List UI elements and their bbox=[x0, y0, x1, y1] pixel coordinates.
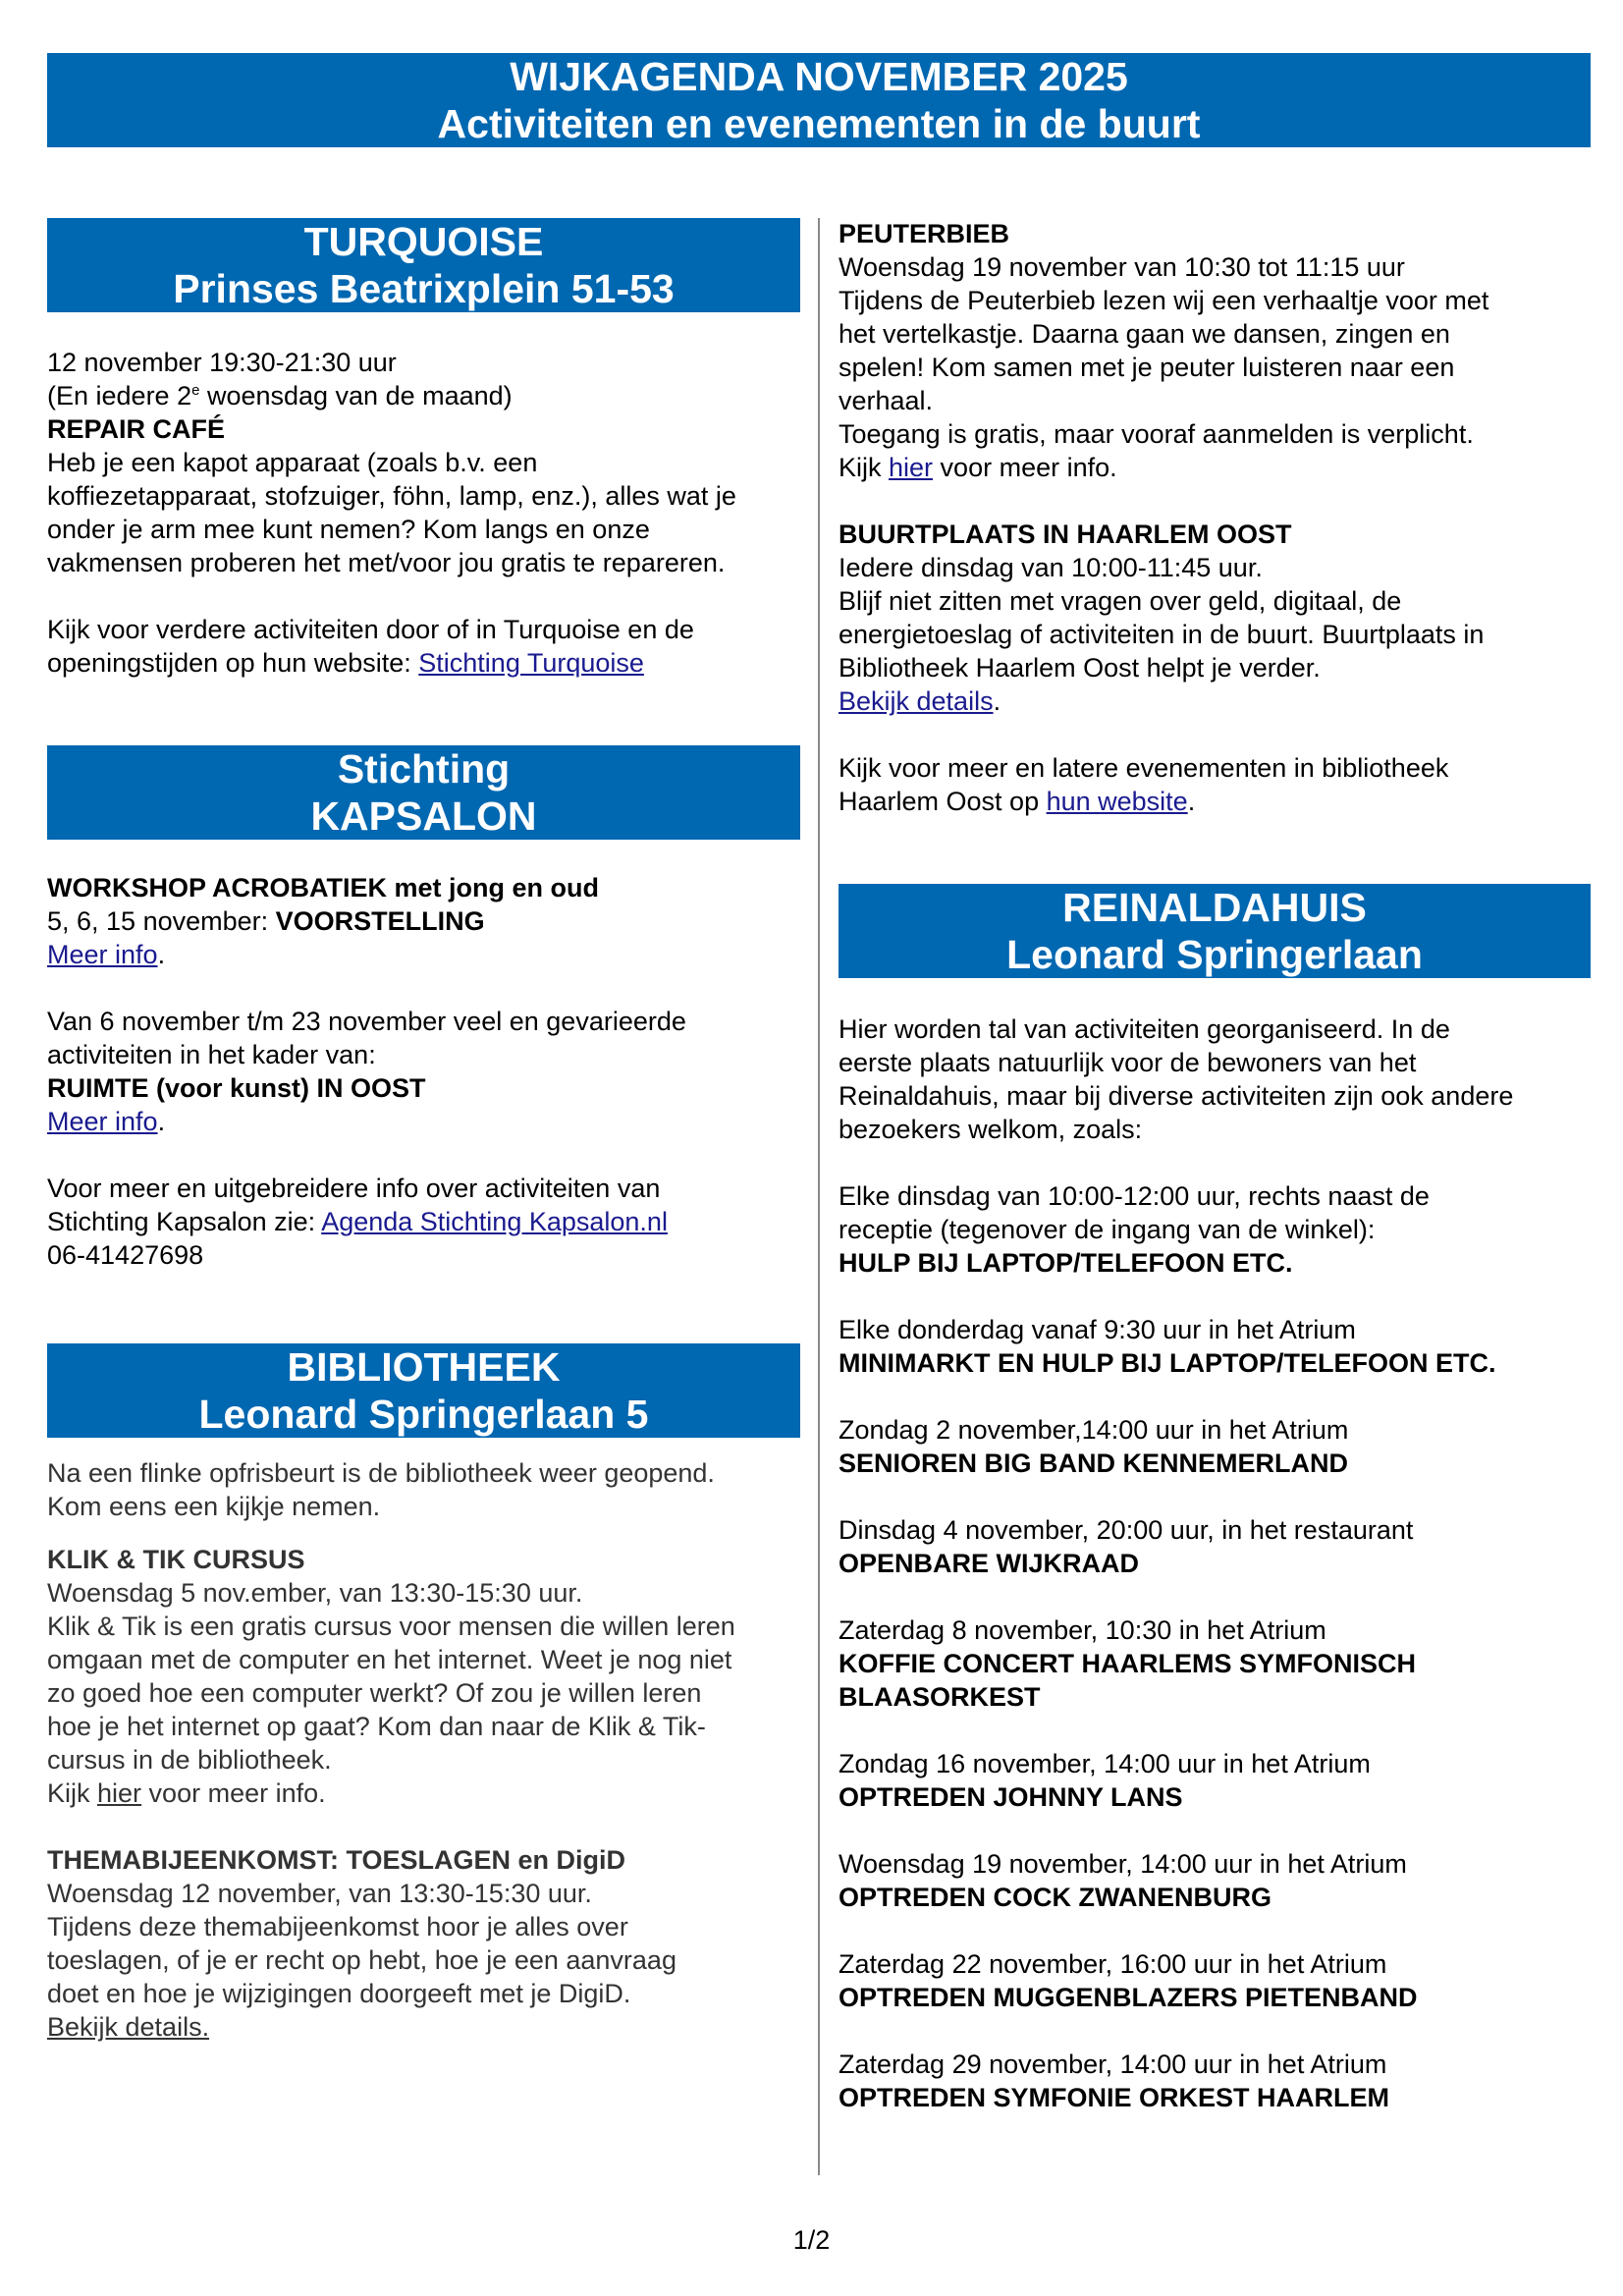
text: Woensdag 19 november, 14:00 uur in het Atrium bbox=[839, 1849, 1407, 1879]
text-line bbox=[839, 1213, 1591, 1246]
text: koffiezetapparaat, stofzuiger, föhn, lamp, enz.), alles wat je bbox=[47, 481, 736, 511]
text-line bbox=[47, 379, 800, 412]
text: het vertelkastje. Daarna gaan we dansen, zingen en bbox=[839, 319, 1450, 349]
text: Kom eens een kijkje nemen. bbox=[47, 1492, 381, 1521]
text-line bbox=[839, 1513, 1591, 1547]
bold-text: KOFFIE CONCERT HAARLEMS SYMFONISCH bbox=[839, 1649, 1417, 1678]
text: Kijk bbox=[839, 453, 890, 482]
text-line bbox=[839, 618, 1591, 651]
text-line bbox=[47, 1490, 800, 1523]
text-line bbox=[839, 1680, 1591, 1714]
text-line bbox=[839, 2048, 1591, 2081]
bibliotheek-more-events bbox=[839, 217, 1591, 818]
bold-text: OPTREDEN MUGGENBLAZERS PIETENBAND bbox=[839, 1983, 1418, 2012]
link[interactable]: Meer info bbox=[47, 1107, 158, 1136]
text-line bbox=[839, 1780, 1591, 1814]
text: Toegang is gratis, maar vooraf aanmelden is verplicht. bbox=[839, 419, 1474, 449]
text-line bbox=[839, 1647, 1591, 1680]
text-line bbox=[839, 1947, 1591, 1981]
bold-text: OPTREDEN SYMFONIE ORKEST HAARLEM bbox=[839, 2083, 1390, 2112]
text: Woensdag 12 november, van 13:30-15:30 uur. bbox=[47, 1879, 592, 1908]
text: openingstijden op hun website: bbox=[47, 648, 419, 678]
text: Stichting Kapsalon zie: bbox=[47, 1207, 322, 1236]
link[interactable]: Bekijk details. bbox=[47, 2012, 210, 2042]
bold-text: OPTREDEN JOHNNY LANS bbox=[839, 1782, 1183, 1812]
text: omgaan met de computer en het internet. Weet je nog niet bbox=[47, 1645, 732, 1674]
text-line bbox=[47, 1456, 800, 1490]
text-line bbox=[839, 785, 1591, 818]
text-line bbox=[47, 546, 800, 579]
text-line bbox=[839, 1012, 1591, 1046]
text: zo goed hoe een computer werkt? Of zou je willen leren bbox=[47, 1678, 702, 1708]
blank-line bbox=[839, 2014, 1591, 2048]
text-line bbox=[839, 551, 1591, 584]
bibliotheek-events bbox=[47, 1543, 800, 2044]
section-subtitle: KAPSALON bbox=[310, 793, 537, 839]
text: receptie (tegenover de ingang van de winkel): bbox=[839, 1215, 1376, 1244]
bold-text: VOORSTELLING bbox=[275, 906, 485, 936]
text-line bbox=[839, 1046, 1591, 1079]
section-title: BIBLIOTHEEK bbox=[287, 1344, 561, 1390]
text: 06-41427698 bbox=[47, 1240, 204, 1270]
text: bezoekers welkom, zoals: bbox=[839, 1115, 1143, 1144]
blank-line bbox=[839, 1380, 1591, 1413]
text-line bbox=[47, 1710, 800, 1743]
text: 12 november 19:30-21:30 uur bbox=[47, 348, 397, 377]
text-line bbox=[47, 646, 800, 680]
bold-text: REPAIR CAFÉ bbox=[47, 414, 226, 444]
text-line bbox=[839, 417, 1591, 451]
text: Kijk voor meer en latere evenementen in bibliotheek bbox=[839, 753, 1449, 783]
column-divider bbox=[818, 218, 820, 2175]
text-line bbox=[47, 346, 800, 379]
blank-line bbox=[839, 1814, 1591, 1847]
text-line bbox=[47, 1005, 800, 1038]
text: Van 6 november t/m 23 november veel en gevarieerde bbox=[47, 1007, 686, 1036]
text: Zaterdag 22 november, 16:00 uur in het Atrium bbox=[839, 1949, 1387, 1979]
superscript: e bbox=[191, 382, 200, 399]
text: Zaterdag 29 november, 14:00 uur in het Atrium bbox=[839, 2050, 1387, 2079]
link[interactable]: Agenda Stichting Kapsalon.nl bbox=[321, 1207, 668, 1236]
text: Zondag 16 november, 14:00 uur in het Atrium bbox=[839, 1749, 1371, 1778]
reinaldahuis-text bbox=[839, 1012, 1591, 2114]
text-line bbox=[839, 1447, 1591, 1480]
blank-line bbox=[47, 1810, 800, 1843]
text-line bbox=[839, 518, 1591, 551]
section-subtitle: Prinses Beatrixplein 51-53 bbox=[173, 266, 675, 311]
text-line bbox=[47, 938, 800, 971]
bold-text: KLIK & TIK CURSUS bbox=[47, 1545, 305, 1574]
text-line bbox=[47, 904, 800, 938]
bold-text: SENIOREN BIG BAND KENNEMERLAND bbox=[839, 1449, 1349, 1478]
text-line bbox=[47, 1977, 800, 2010]
text-line bbox=[47, 2010, 800, 2044]
link[interactable]: Meer info bbox=[47, 940, 158, 969]
blank-line bbox=[839, 1580, 1591, 1613]
link[interactable]: hun website bbox=[1046, 787, 1188, 816]
text: Tijdens de Peuterbieb lezen wij een verhaaltje voor met bbox=[839, 286, 1489, 315]
text: Klik & Tik is een gratis cursus voor mensen die willen leren bbox=[47, 1612, 735, 1641]
text: voor meer info. bbox=[141, 1778, 326, 1808]
bold-text: PEUTERBIEB bbox=[839, 219, 1010, 248]
bold-text: BLAASORKEST bbox=[839, 1682, 1041, 1712]
text: Blijf niet zitten met vragen over geld, digitaal, de bbox=[839, 586, 1402, 616]
text-line bbox=[839, 250, 1591, 284]
text-line bbox=[47, 1205, 800, 1238]
text: Kijk bbox=[47, 1778, 98, 1808]
text: Voor meer en uitgebreidere info over activiteiten van bbox=[47, 1174, 661, 1203]
section-header-kapsalon bbox=[47, 745, 800, 840]
link[interactable]: hier bbox=[97, 1778, 142, 1808]
blank-line bbox=[839, 1714, 1591, 1747]
text-line bbox=[47, 1877, 800, 1910]
text-line bbox=[47, 613, 800, 646]
turquoise-text bbox=[47, 346, 800, 680]
text-line bbox=[47, 1843, 800, 1877]
text-line bbox=[839, 351, 1591, 384]
text-line bbox=[839, 1881, 1591, 1914]
text: . bbox=[1187, 787, 1196, 816]
text: verhaal. bbox=[839, 386, 934, 415]
text-line bbox=[47, 1543, 800, 1576]
text: . bbox=[157, 940, 166, 969]
bold-text: RUIMTE (voor kunst) IN OOST bbox=[47, 1073, 426, 1103]
text-line bbox=[839, 384, 1591, 417]
bold-text: MINIMARKT EN HULP BIJ LAPTOP/TELEFOON ETC. bbox=[839, 1348, 1496, 1378]
text-line bbox=[47, 1071, 800, 1105]
text-line bbox=[47, 1676, 800, 1710]
text: Elke dinsdag van 10:00-12:00 uur, rechts naast de bbox=[839, 1181, 1430, 1211]
text-line bbox=[47, 1238, 800, 1272]
text-line bbox=[839, 1246, 1591, 1280]
text-line bbox=[839, 1981, 1591, 2014]
text-line bbox=[47, 1105, 800, 1138]
text-line bbox=[47, 1610, 800, 1643]
text-line bbox=[47, 1943, 800, 1977]
text: Na een flinke opfrisbeurt is de bibliotheek weer geopend. bbox=[47, 1458, 715, 1488]
text-line bbox=[47, 871, 800, 904]
text-line bbox=[47, 1576, 800, 1610]
text-line bbox=[839, 1313, 1591, 1346]
text: energietoeslag of activiteiten in de buurt. Buurtplaats in bbox=[839, 620, 1485, 649]
text: Zaterdag 8 november, 10:30 in het Atrium bbox=[839, 1615, 1326, 1645]
text: 5, 6, 15 november: bbox=[47, 906, 276, 936]
text-line bbox=[839, 317, 1591, 351]
text: (En iedere 2 bbox=[47, 381, 192, 410]
text-line bbox=[47, 446, 800, 479]
text-line bbox=[839, 1547, 1591, 1580]
text-line bbox=[839, 284, 1591, 317]
text-line bbox=[47, 1172, 800, 1205]
text-line bbox=[839, 1747, 1591, 1780]
blank-line bbox=[839, 1914, 1591, 1947]
text-line bbox=[839, 1413, 1591, 1447]
blank-line bbox=[839, 1480, 1591, 1513]
bold-text: OPENBARE WIJKRAAD bbox=[839, 1549, 1140, 1578]
blank-line bbox=[839, 484, 1591, 518]
blank-line bbox=[839, 1280, 1591, 1313]
section-subtitle: Leonard Springerlaan 5 bbox=[198, 1392, 649, 1437]
text-line bbox=[47, 513, 800, 546]
text: activiteiten in het kader van: bbox=[47, 1040, 376, 1069]
text-line bbox=[839, 651, 1591, 684]
bold-text: BUURTPLAATS IN HAARLEM OOST bbox=[839, 519, 1292, 549]
text-line bbox=[839, 451, 1591, 484]
blank-line bbox=[839, 1146, 1591, 1179]
page-subtitle: Activiteiten en evenementen in de buurt bbox=[437, 101, 1201, 146]
bold-text: OPTREDEN COCK ZWANENBURG bbox=[839, 1883, 1272, 1912]
link[interactable]: hier bbox=[889, 453, 934, 482]
text-line bbox=[839, 1079, 1591, 1113]
page-number: 1/2 bbox=[792, 2225, 831, 2255]
section-header-turquoise bbox=[47, 218, 800, 312]
text: eerste plaats natuurlijk voor de bewoners van het bbox=[839, 1048, 1417, 1077]
blank-line bbox=[47, 1138, 800, 1172]
text: Hier worden tal van activiteiten georganiseerd. In de bbox=[839, 1014, 1450, 1044]
link[interactable]: Bekijk details bbox=[839, 686, 994, 716]
text-line bbox=[839, 1113, 1591, 1146]
bold-text: HULP BIJ LAPTOP/TELEFOON ETC. bbox=[839, 1248, 1293, 1278]
blank-line bbox=[47, 579, 800, 613]
text: Kijk voor verdere activiteiten door of in Turquoise en de bbox=[47, 615, 694, 644]
text-line bbox=[47, 1777, 800, 1810]
text: . bbox=[157, 1107, 166, 1136]
text-line bbox=[839, 1346, 1591, 1380]
text-line bbox=[839, 217, 1591, 250]
text: hoe je het internet op gaat? Kom dan naar de Klik & Tik- bbox=[47, 1712, 706, 1741]
text: Iedere dinsdag van 10:00-11:45 uur. bbox=[839, 553, 1263, 582]
text: Elke donderdag vanaf 9:30 uur in het Atrium bbox=[839, 1315, 1356, 1344]
text: Heb je een kapot apparaat (zoals b.v. een bbox=[47, 448, 538, 477]
text-line bbox=[839, 2081, 1591, 2114]
text-line bbox=[839, 751, 1591, 785]
text: Reinaldahuis, maar bij diverse activiteiten zijn ook andere bbox=[839, 1081, 1514, 1111]
kapsalon-text bbox=[47, 871, 800, 1272]
text: onder je arm mee kunt nemen? Kom langs en onze bbox=[47, 515, 650, 544]
bold-text: WORKSHOP ACROBATIEK met jong en oud bbox=[47, 873, 599, 902]
text-line bbox=[839, 1179, 1591, 1213]
link[interactable]: Stichting Turquoise bbox=[418, 648, 644, 678]
page-header bbox=[47, 53, 1591, 147]
text: Woensdag 5 nov.ember, van 13:30-15:30 uur. bbox=[47, 1578, 583, 1608]
bibliotheek-intro bbox=[47, 1456, 800, 1523]
text: vakmensen proberen het met/voor jou gratis te repareren. bbox=[47, 548, 726, 577]
page-title: WIJKAGENDA NOVEMBER 2025 bbox=[510, 54, 1128, 99]
text-line bbox=[839, 1847, 1591, 1881]
section-subtitle: Leonard Springerlaan bbox=[1006, 932, 1423, 977]
text: Bibliotheek Haarlem Oost helpt je verder. bbox=[839, 653, 1321, 683]
section-title: REINALDAHUIS bbox=[1062, 885, 1367, 930]
text: Haarlem Oost op bbox=[839, 787, 1047, 816]
text: doet en hoe je wijzigingen doorgeeft met je DigiD. bbox=[47, 1979, 631, 2008]
text: woensdag van de maand) bbox=[199, 381, 513, 410]
text-line bbox=[47, 1910, 800, 1943]
bold-text: THEMABIJEENKOMST: TOESLAGEN en DigiD bbox=[47, 1845, 626, 1875]
text-line bbox=[47, 412, 800, 446]
text: Zondag 2 november,14:00 uur in het Atrium bbox=[839, 1415, 1349, 1445]
text: spelen! Kom samen met je peuter luisteren naar een bbox=[839, 353, 1455, 382]
text-line bbox=[47, 1743, 800, 1777]
section-title: TURQUOISE bbox=[303, 219, 544, 264]
section-title: Stichting bbox=[337, 746, 511, 792]
section-header-reinaldahuis bbox=[839, 884, 1591, 978]
text-line bbox=[839, 684, 1591, 718]
text-line bbox=[47, 1038, 800, 1071]
text-line bbox=[47, 1643, 800, 1676]
blank-line bbox=[839, 718, 1591, 751]
text-line bbox=[47, 479, 800, 513]
text: cursus in de bibliotheek. bbox=[47, 1745, 332, 1775]
blank-line bbox=[47, 971, 800, 1005]
text: toeslagen, of je er recht op hebt, hoe je een aanvraag bbox=[47, 1945, 676, 1975]
text-line bbox=[839, 1613, 1591, 1647]
text: Dinsdag 4 november, 20:00 uur, in het restaurant bbox=[839, 1515, 1414, 1545]
text: voor meer info. bbox=[933, 453, 1117, 482]
text: Woensdag 19 november van 10:30 tot 11:15 uur bbox=[839, 252, 1405, 282]
text: Tijdens deze themabijeenkomst hoor je alles over bbox=[47, 1912, 628, 1941]
text-line bbox=[839, 584, 1591, 618]
section-header-bibliotheek bbox=[47, 1343, 800, 1438]
text: . bbox=[993, 686, 1001, 716]
